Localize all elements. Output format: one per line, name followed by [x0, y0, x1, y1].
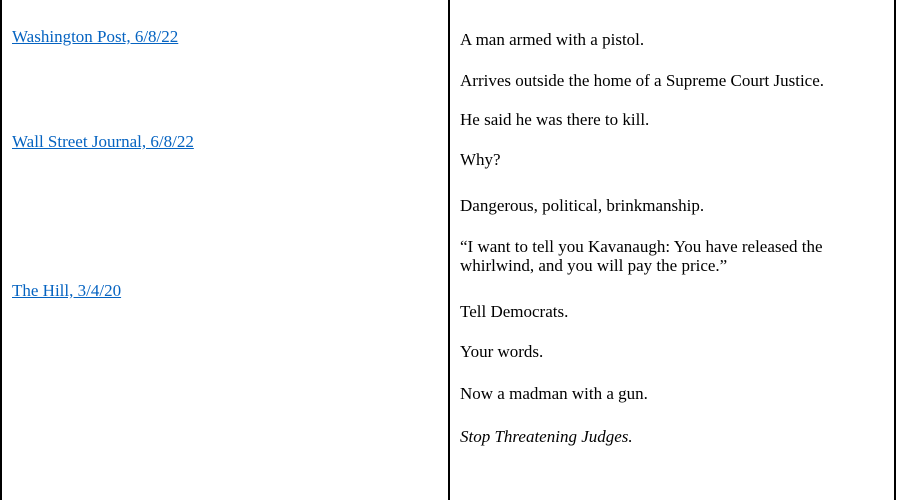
source-link-wall-street-journal[interactable]: Wall Street Journal, 6/8/22	[12, 132, 194, 151]
script-line: Tell Democrats.	[460, 302, 569, 321]
table-border-left	[0, 0, 2, 500]
script-line: Dangerous, political, brinkmanship.	[460, 196, 705, 215]
script-line: Now a madman with a gun.	[460, 384, 648, 403]
table-border-right	[894, 0, 896, 500]
script-line: Why?	[460, 150, 501, 169]
script-line: Arrives outside the home of a Supreme Court Justice.	[460, 71, 825, 90]
source-link-the-hill[interactable]: The Hill, 3/4/20	[12, 281, 122, 300]
script-quote: “I want to tell you Kavanaugh: You have released the whirlwind, and you will pay the price.”	[460, 237, 823, 275]
script-line: Your words.	[460, 342, 544, 361]
table-column-divider	[448, 0, 450, 500]
source-link-washington-post[interactable]: Washington Post, 6/8/22	[12, 27, 179, 46]
script-line: He said he was there to kill.	[460, 110, 650, 129]
script-line: A man armed with a pistol.	[460, 30, 645, 49]
script-tagline: Stop Threatening Judges.	[460, 427, 633, 446]
